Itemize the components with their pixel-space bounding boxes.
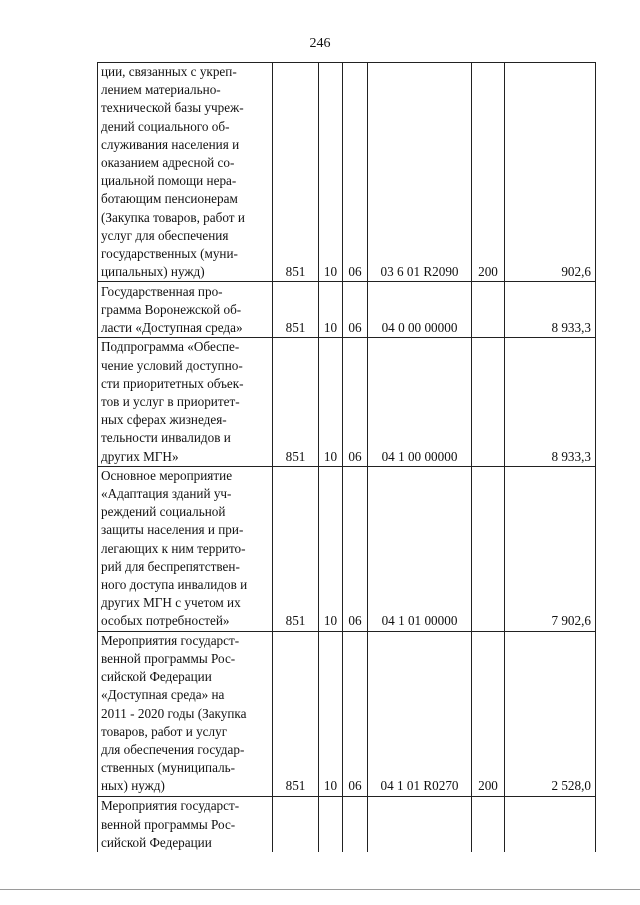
expense-type-code [472, 796, 505, 852]
section-code [319, 796, 343, 852]
expense-type-code [472, 338, 505, 466]
ministry-code: 851 [273, 63, 319, 282]
target-article-code: 04 1 00 00000 [368, 338, 472, 466]
subsection-code [343, 796, 368, 852]
amount-value: 8 933,3 [505, 338, 596, 466]
section-code: 10 [319, 631, 343, 796]
row-name: Мероприятия государст- венной программы Рос- сийской Федерации [98, 796, 273, 852]
table-row [98, 796, 596, 852]
target-article-code: 04 0 00 00000 [368, 282, 472, 338]
expense-type-code [472, 466, 505, 631]
table-row [98, 631, 596, 796]
subsection-code: 06 [343, 631, 368, 796]
subsection-code: 06 [343, 282, 368, 338]
ministry-code: 851 [273, 466, 319, 631]
table-row [98, 63, 596, 282]
table-row [98, 282, 596, 338]
subsection-code: 06 [343, 63, 368, 282]
target-article-code [368, 796, 472, 852]
subsection-code: 06 [343, 338, 368, 466]
ministry-code: 851 [273, 631, 319, 796]
subsection-code: 06 [343, 466, 368, 631]
section-code: 10 [319, 338, 343, 466]
row-name: Подпрограмма «Обеспе- чение условий доступно- сти приоритетных объек- тов и услуг в приоритет- ных сферах жизнедея- тельности инвалидов и других МГН» [98, 338, 273, 466]
amount-value: 2 528,0 [505, 631, 596, 796]
section-code: 10 [319, 63, 343, 282]
expense-type-code: 200 [472, 63, 505, 282]
table-row [98, 338, 596, 466]
row-name: Государственная про- грамма Воронежской об- ласти «Доступная среда» [98, 282, 273, 338]
amount-value [505, 796, 596, 852]
ministry-code: 851 [273, 282, 319, 338]
footer-divider [0, 889, 640, 890]
row-name: ции, связанных с укреп- лением материально- технической базы учреж- дений социального об- служивания населения и оказанием адресной со- циальной помощи нера- ботающим пенсионерам (Закупка товаров, работ и услуг для обеспечения государственных (муни- ципальных) нужд) [98, 63, 273, 282]
row-name: Основное мероприятие «Адаптация зданий уч- реждений социальной защиты населения и при- легающих к ним террито- рий для беспрепятствен- ного доступа инвалидов и других МГН с учетом их особых потребностей» [98, 466, 273, 631]
section-code: 10 [319, 466, 343, 631]
target-article-code: 03 6 01 R2090 [368, 63, 472, 282]
section-code: 10 [319, 282, 343, 338]
ministry-code [273, 796, 319, 852]
expense-type-code [472, 282, 505, 338]
row-name: Мероприятия государст- венной программы Рос- сийской Федерации «Доступная среда» на 2011 - 2020 годы (Закупка товаров, работ и услуг для обеспечения государ- ственных (муниципаль- ных) нужд) [98, 631, 273, 796]
expense-type-code: 200 [472, 631, 505, 796]
target-article-code: 04 1 01 R0270 [368, 631, 472, 796]
ministry-code: 851 [273, 338, 319, 466]
table-row [98, 466, 596, 631]
amount-value: 902,6 [505, 63, 596, 282]
amount-value: 7 902,6 [505, 466, 596, 631]
budget-table [97, 62, 596, 852]
page-number: 246 [309, 36, 331, 51]
amount-value: 8 933,3 [505, 282, 596, 338]
target-article-code: 04 1 01 00000 [368, 466, 472, 631]
